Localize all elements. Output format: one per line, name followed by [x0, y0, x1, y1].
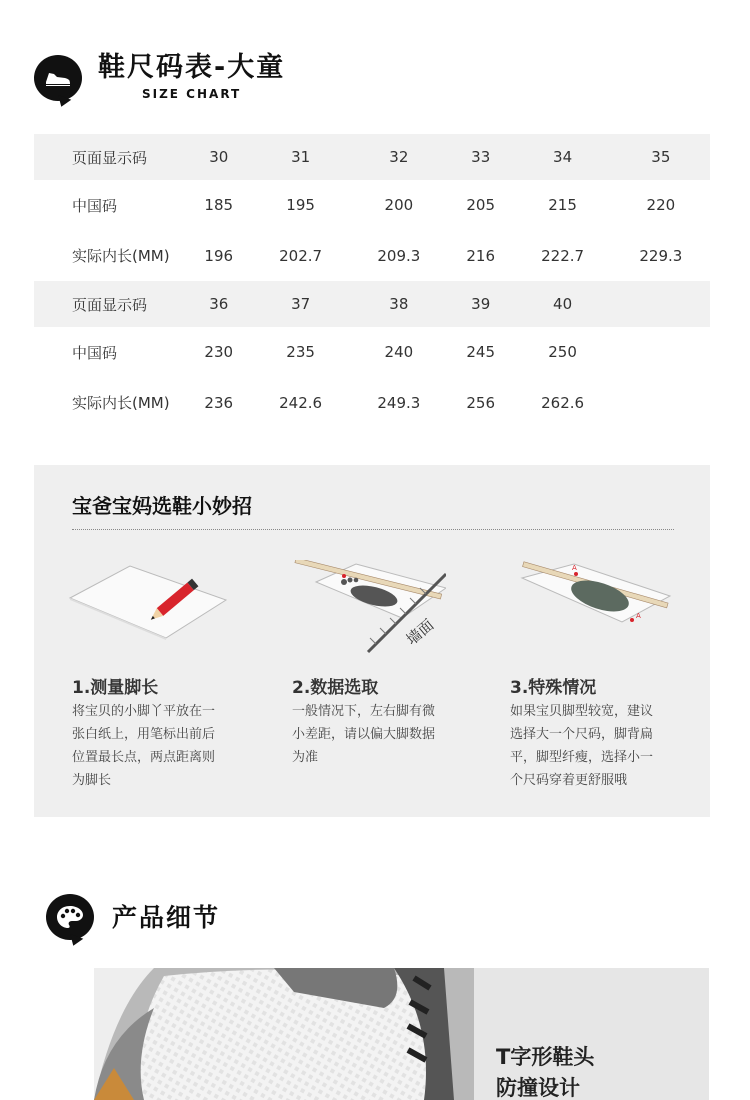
- tips-title: 宝爸宝妈选鞋小妙招: [72, 494, 252, 518]
- size-row-label: 页面显示码: [34, 281, 186, 327]
- size-cell: 35: [612, 134, 710, 180]
- size-cell: 216: [466, 246, 496, 265]
- size-cell: 31: [252, 134, 350, 180]
- size-table-row: [34, 134, 710, 180]
- size-cell: [612, 281, 710, 327]
- tip-3-body: 如果宝贝脚型较宽，建议 选择大一个尺码，脚背扁 平，脚型纤瘦，选择小一 个尺码穿着更舒服哦: [510, 704, 654, 788]
- size-row-label: 实际内长(MM): [72, 247, 170, 266]
- palette-icon: [46, 894, 94, 940]
- size-chart-subtitle: SIZE CHART: [142, 87, 242, 101]
- tip-1-body: 将宝贝的小脚丫平放在一 张白纸上，用笔标出前后 位置最长点，两点距离则 为脚长: [72, 704, 216, 788]
- size-cell: 240: [384, 343, 414, 362]
- size-cell: 220: [646, 196, 676, 215]
- size-table-row: [34, 180, 710, 231]
- size-table: [34, 134, 710, 428]
- size-cell: 196: [204, 246, 234, 265]
- size-cell: 249.3: [377, 393, 421, 412]
- size-cell: 33: [448, 134, 514, 180]
- product-details-header: [46, 894, 220, 940]
- size-cell: 215: [548, 196, 577, 215]
- svg-text:A: A: [572, 564, 577, 572]
- size-table-row: [34, 281, 710, 327]
- size-cell: 37: [252, 281, 350, 327]
- size-cell: 256: [466, 393, 496, 412]
- tip-2-heading: 2.数据选取: [292, 678, 379, 698]
- size-cell: 39: [448, 281, 514, 327]
- size-row-label: 页面显示码: [34, 134, 186, 180]
- tip-3-heading: 3.特殊情况: [510, 678, 597, 698]
- size-cell: 250: [548, 343, 577, 362]
- svg-text:A: A: [636, 612, 641, 620]
- size-chart-title: 鞋尺码表-大童: [98, 52, 286, 83]
- tips-panel: [34, 465, 710, 817]
- size-cell: 200: [384, 196, 414, 215]
- size-cell: [612, 327, 710, 378]
- sneaker-icon: [34, 55, 82, 101]
- shoe-toe-photo: [94, 968, 474, 1100]
- size-table-row: [34, 378, 710, 429]
- size-cell: 205: [466, 196, 496, 215]
- size-cell: 236: [204, 393, 234, 412]
- product-detail-panel: [94, 968, 709, 1100]
- size-cell: 30: [186, 134, 252, 180]
- size-row-label: 中国码: [72, 343, 118, 362]
- size-cell: 262.6: [541, 393, 585, 412]
- size-cell: 209.3: [377, 246, 421, 265]
- size-cell: 245: [466, 343, 496, 362]
- feature-text-panel: [474, 968, 709, 1100]
- size-chart-header: [34, 54, 285, 101]
- feature-text: T字形鞋头 防撞设计: [496, 1045, 595, 1100]
- size-cell: 36: [186, 281, 252, 327]
- size-cell: 32: [350, 134, 448, 180]
- size-cell: 195: [286, 196, 315, 215]
- wall-label: 墙面: [402, 615, 438, 649]
- tips-divider: [72, 529, 674, 530]
- size-cell: 222.7: [541, 246, 585, 265]
- size-cell: 242.6: [279, 393, 323, 412]
- size-cell: 230: [204, 343, 234, 362]
- size-cell: 185: [204, 196, 234, 215]
- size-cell: 229.3: [639, 246, 683, 265]
- tip-2-body: 一般情况下，左右脚有微 小差距，请以偏大脚数据 为准: [292, 704, 436, 765]
- size-table-row: [34, 327, 710, 378]
- wide-foot-illustration: [512, 560, 672, 660]
- size-row-label: 中国码: [72, 196, 118, 215]
- paper-pencil-illustration: [68, 560, 228, 660]
- size-cell: [612, 378, 710, 429]
- size-cell: 34: [513, 134, 611, 180]
- size-cell: 235: [286, 343, 315, 362]
- product-details-title: 产品细节: [112, 902, 221, 932]
- tip-1-heading: 1.测量脚长: [72, 678, 159, 698]
- ruler-footprint-illustration: [286, 560, 446, 660]
- size-row-label: 实际内长(MM): [72, 394, 170, 413]
- size-cell: 202.7: [279, 246, 323, 265]
- size-cell: 38: [350, 281, 448, 327]
- size-table-row: [34, 231, 710, 282]
- size-cell: 40: [513, 281, 611, 327]
